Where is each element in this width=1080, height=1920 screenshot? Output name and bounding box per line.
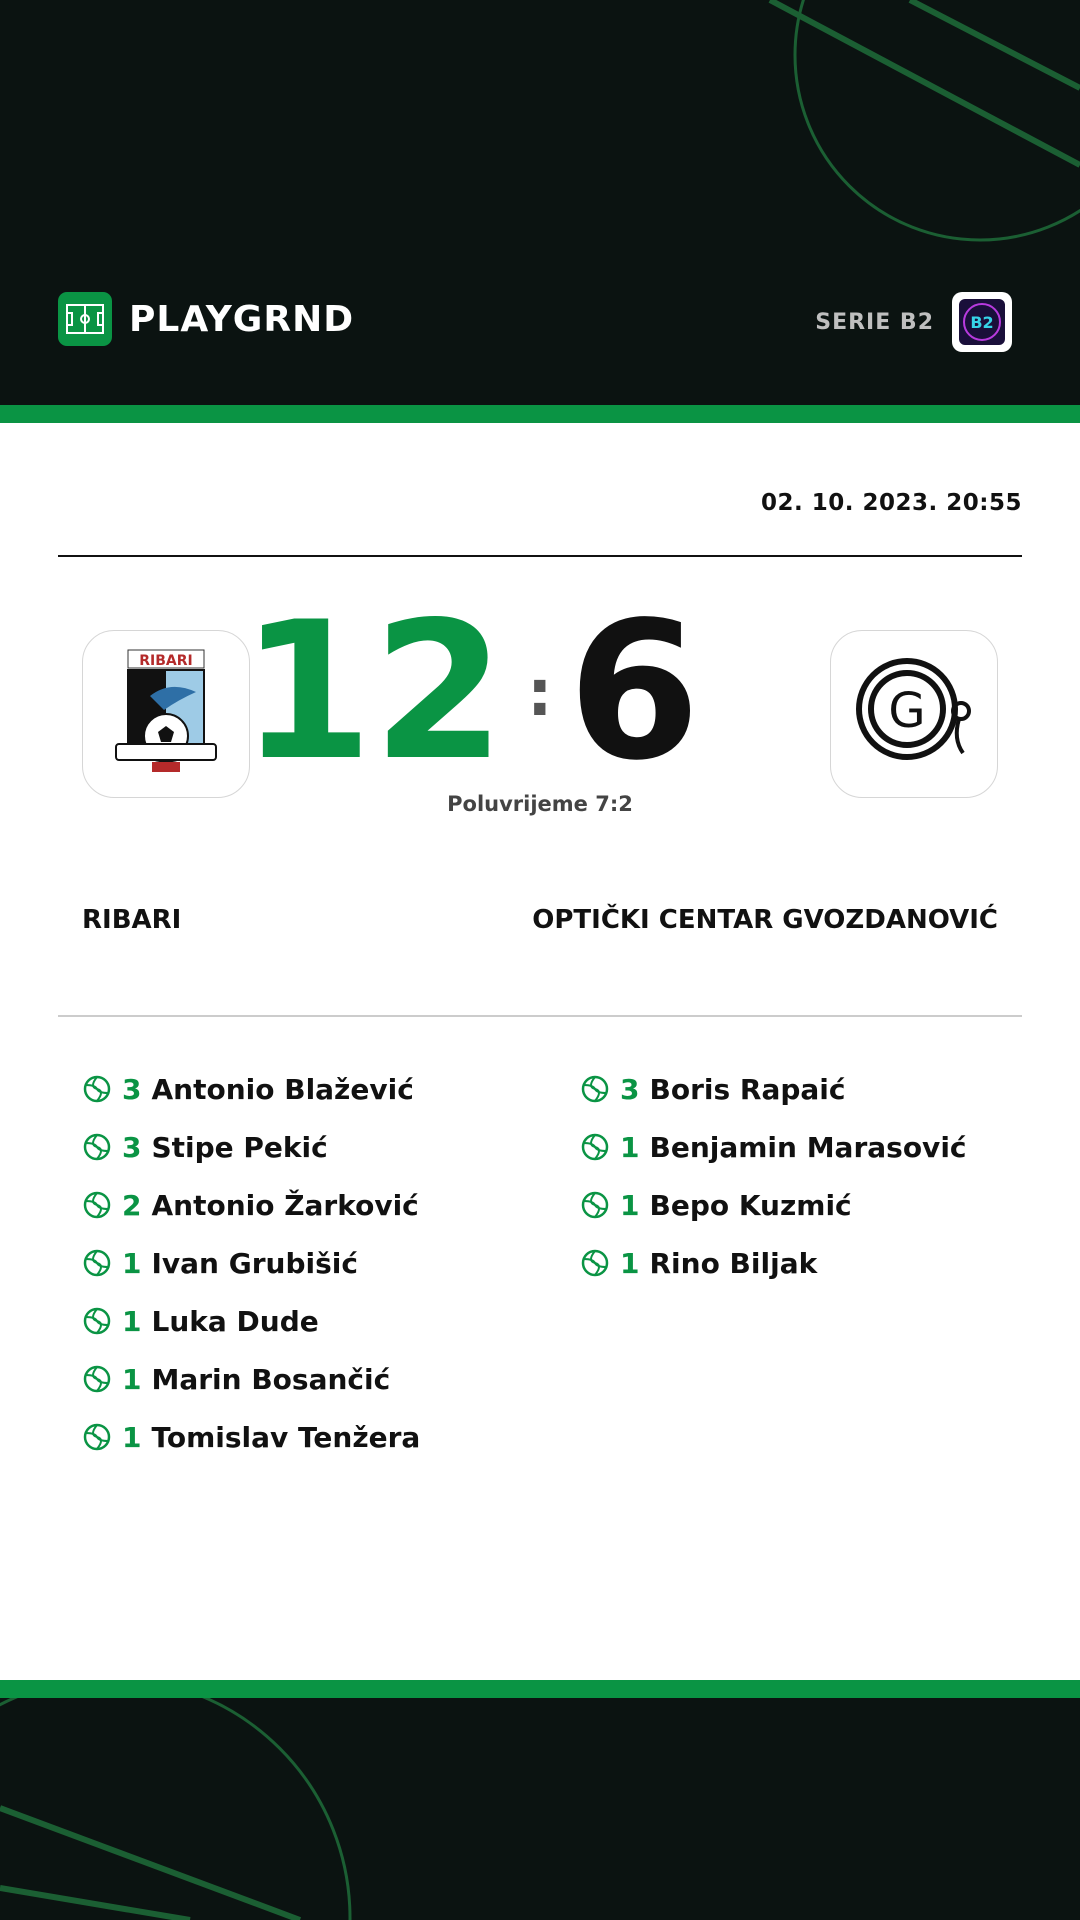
footer-accent-bar <box>0 1680 1080 1698</box>
scorer-goals: 1 <box>122 1246 142 1280</box>
scorer-name: Stipe Pekić <box>151 1130 328 1164</box>
scorer-goals: 1 <box>620 1188 640 1222</box>
ball-icon <box>580 1074 610 1104</box>
footer-band <box>0 1698 1080 1920</box>
league-badge-text: B2 <box>970 313 994 332</box>
scorer-row <box>580 1176 967 1234</box>
scorer-name: Tomislav Tenžera <box>151 1420 421 1454</box>
scorer-name: Boris Rapaić <box>649 1072 846 1106</box>
league-name: SERIE B2 <box>815 309 934 335</box>
scorer-row <box>82 1176 420 1234</box>
scorer-name: Luka Dude <box>151 1304 319 1338</box>
scorer-name: Antonio Žarković <box>151 1188 419 1222</box>
scorer-row <box>82 1292 420 1350</box>
scorer-row <box>82 1408 420 1466</box>
pitch-icon <box>58 292 112 346</box>
ball-icon <box>82 1132 112 1162</box>
ball-icon <box>580 1190 610 1220</box>
brand-name: PLAYGRND <box>129 298 355 340</box>
home-score: 12 <box>240 581 505 802</box>
away-scorers-list <box>580 1060 967 1292</box>
ball-icon <box>82 1074 112 1104</box>
ball-icon <box>82 1190 112 1220</box>
scorer-name: Bepo Kuzmić <box>649 1188 852 1222</box>
ball-icon <box>580 1248 610 1278</box>
scorer-goals: 1 <box>122 1304 142 1338</box>
scorer-name: Ivan Grubišić <box>151 1246 358 1280</box>
scorer-goals: 1 <box>122 1362 142 1396</box>
scorer-goals: 1 <box>620 1246 640 1280</box>
ball-icon <box>82 1422 112 1452</box>
ball-icon <box>82 1364 112 1394</box>
home-scorers-list <box>82 1060 420 1466</box>
away-logo-letter: G <box>888 683 926 739</box>
ball-icon <box>580 1132 610 1162</box>
scorer-goals: 3 <box>122 1130 142 1164</box>
scorer-row <box>82 1118 420 1176</box>
divider <box>58 1015 1022 1017</box>
away-team-logo <box>830 630 998 798</box>
scorer-goals: 2 <box>122 1188 142 1222</box>
home-logo-text: RIBARI <box>139 653 193 669</box>
scorer-goals: 1 <box>620 1130 640 1164</box>
scorer-name: Antonio Blažević <box>151 1072 414 1106</box>
halftime-score: Poluvrijeme 7:2 <box>447 792 633 816</box>
scorer-goals: 1 <box>122 1420 142 1454</box>
header-band <box>0 0 1080 405</box>
scorer-row <box>82 1350 420 1408</box>
scorer-name: Marin Bosančić <box>151 1362 391 1396</box>
ball-icon <box>82 1248 112 1278</box>
score-separator: : <box>527 657 553 731</box>
divider <box>58 555 1022 557</box>
match-datetime: 02. 10. 2023. 20:55 <box>761 490 1022 516</box>
scorer-name: Benjamin Marasović <box>649 1130 967 1164</box>
scorer-name: Rino Biljak <box>649 1246 818 1280</box>
header-accent-bar <box>0 405 1080 423</box>
scorer-row <box>580 1118 967 1176</box>
away-team-name: OPTIČKI CENTAR GVOZDANOVIĆ <box>532 905 998 935</box>
scorer-goals: 3 <box>620 1072 640 1106</box>
scorer-row <box>82 1060 420 1118</box>
scorer-goals: 3 <box>122 1072 142 1106</box>
ball-icon <box>82 1306 112 1336</box>
scorer-row <box>580 1060 967 1118</box>
away-score: 6 <box>568 581 701 802</box>
league-info <box>815 292 1012 352</box>
decorative-pitch-lines <box>0 1698 1080 1920</box>
brand <box>58 292 354 346</box>
home-team-name: RIBARI <box>82 905 182 935</box>
scorer-row <box>82 1234 420 1292</box>
league-badge-icon <box>952 292 1012 352</box>
scorer-row <box>580 1234 967 1292</box>
